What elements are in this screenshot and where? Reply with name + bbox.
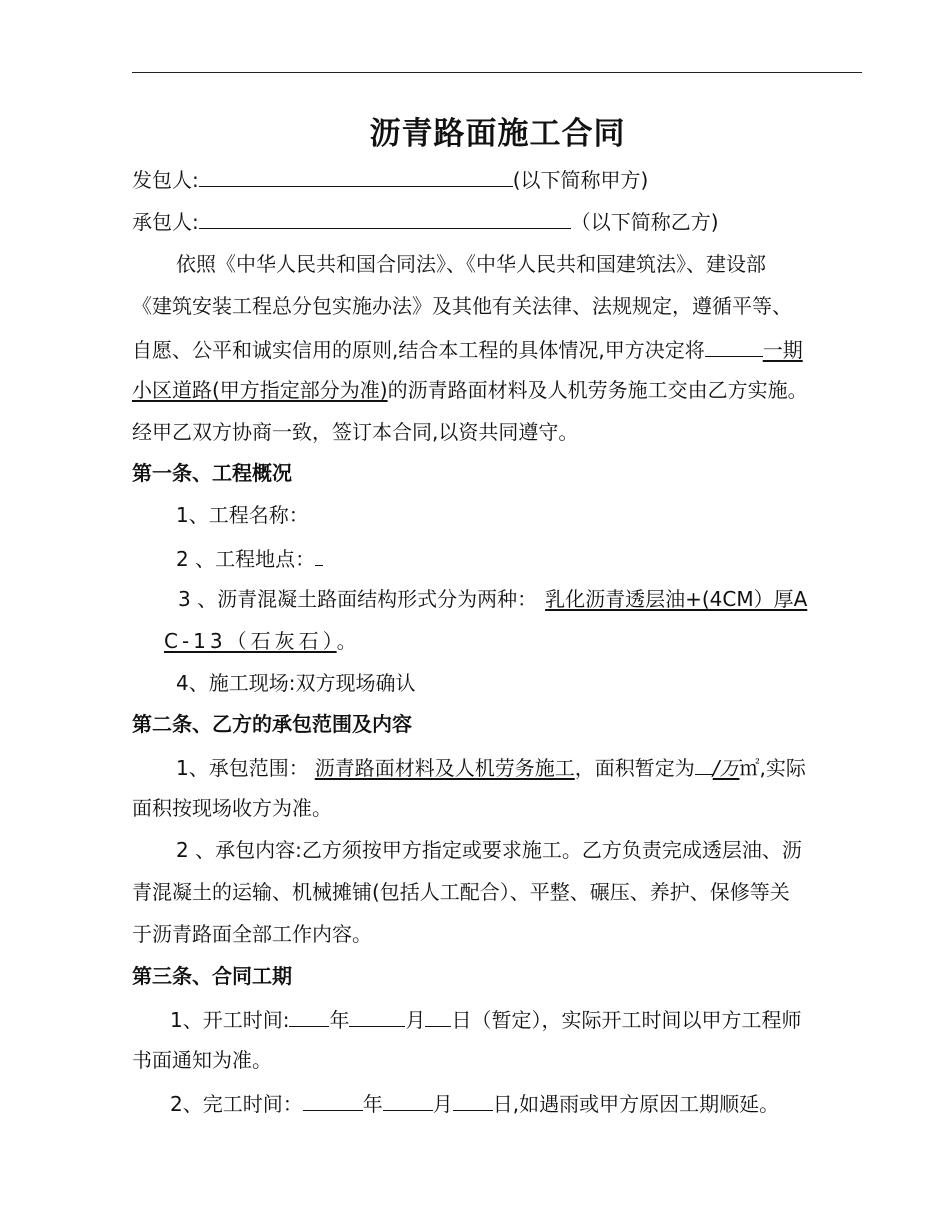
contractor-label: 承包人:	[132, 210, 199, 234]
pavement-structure-value: 乳化沥青透层油+(4CM）厚A	[545, 587, 808, 611]
end-date-label: 2、完工时间：	[170, 1092, 303, 1116]
employer-label: 发包人:	[132, 168, 199, 192]
pavement-structure-item	[178, 585, 807, 613]
scope-label: 1、承包范围：	[176, 756, 309, 780]
site-item: 4、施工现场:双方现场确认	[176, 671, 416, 695]
end-day-label: 日,如遇雨或甲方原因工期顺延。	[492, 1092, 780, 1116]
end-day-blank[interactable]	[453, 1088, 493, 1111]
start-date-cont: 书面通知为准。	[132, 1048, 272, 1072]
content-item-line-3: 于沥青路面全部工作内容。	[132, 922, 372, 946]
project-scope: 小区道路(甲方指定部分为准)	[132, 378, 388, 402]
start-date-item	[170, 1004, 801, 1034]
end-date-item	[170, 1088, 779, 1118]
area-value: /万	[712, 756, 740, 780]
start-day-label: 日（暂定），实际开工时间以甲方工程师	[451, 1008, 802, 1032]
area-blank[interactable]	[695, 752, 713, 775]
preamble-line-3	[132, 334, 803, 364]
article-2-heading: 第二条、乙方的承包范围及内容	[132, 712, 412, 736]
area-unit: ㎡,实际	[739, 756, 806, 780]
employer-blank[interactable]	[199, 164, 513, 187]
content-item-line-2: 青混凝土的运输、机械摊铺(包括人工配合）、平整、碾压、养护、保修等关	[132, 880, 790, 904]
article-3-heading: 第三条、合同工期	[132, 964, 292, 988]
start-month-blank[interactable]	[349, 1004, 405, 1027]
preamble-line-1: 依照《中华人民共和国合同法》、《中华人民共和国建筑法》、建设部	[176, 252, 766, 276]
pavement-structure-label: 3 、沥青混凝土路面结构形式分为两种：	[178, 587, 538, 611]
preamble-text: 的沥青路面材料及人机劳务施工交由乙方实施。	[387, 378, 808, 402]
location-blank[interactable]	[315, 543, 323, 566]
contractor-suffix: （以下简称乙方)	[570, 210, 719, 234]
start-year-label: 年	[329, 1008, 350, 1032]
end-month-label: 月	[432, 1092, 453, 1116]
project-name-item: 1、工程名称：	[176, 503, 309, 527]
project-location-item	[176, 543, 323, 573]
contractor-blank[interactable]	[199, 206, 571, 229]
start-day-blank[interactable]	[425, 1004, 451, 1027]
pavement-structure-cont	[164, 627, 357, 655]
area-label: ，面积暂定为	[574, 756, 695, 780]
preamble-line-4	[132, 376, 808, 404]
start-date-label: 1、开工时间:	[170, 1008, 290, 1032]
preamble-line-2: 《建筑安装工程总分包实施办法》及其他有关法律、法规规定，遵循平等、	[132, 294, 792, 318]
end-year-label: 年	[362, 1092, 383, 1116]
period: 。	[336, 629, 357, 653]
project-name-part: 一期	[762, 338, 803, 362]
contractor-line	[132, 206, 719, 236]
project-blank[interactable]	[705, 334, 763, 357]
start-month-label: 月	[405, 1008, 426, 1032]
end-year-blank[interactable]	[303, 1088, 363, 1111]
employer-line	[132, 164, 648, 194]
header-rule	[132, 72, 862, 73]
preamble-text: 自愿、公平和诚实信用的原则,结合本工程的具体情况,甲方决定将	[132, 338, 705, 362]
content-item-line-1: 2 、承包内容:乙方须按甲方指定或要求施工。乙方负责完成透层油、沥	[176, 838, 802, 862]
pavement-structure-value-cont: C-13（石灰石）	[164, 629, 337, 653]
scope-value: 沥青路面材料及人机劳务施工	[314, 756, 575, 780]
document-title: 沥青路面施工合同	[369, 116, 626, 152]
article-1-heading: 第一条、工程概况	[132, 461, 292, 485]
scope-item	[176, 752, 806, 782]
scope-item-cont: 面积按现场收方为准。	[132, 796, 332, 820]
preamble-line-5: 经甲乙双方协商一致，签订本合同,以资共同遵守。	[132, 420, 579, 444]
end-month-blank[interactable]	[383, 1088, 433, 1111]
start-year-blank[interactable]	[289, 1004, 329, 1027]
employer-suffix: (以下简称甲方)	[512, 168, 649, 192]
project-location-label: 2 、工程地点：	[176, 547, 316, 571]
